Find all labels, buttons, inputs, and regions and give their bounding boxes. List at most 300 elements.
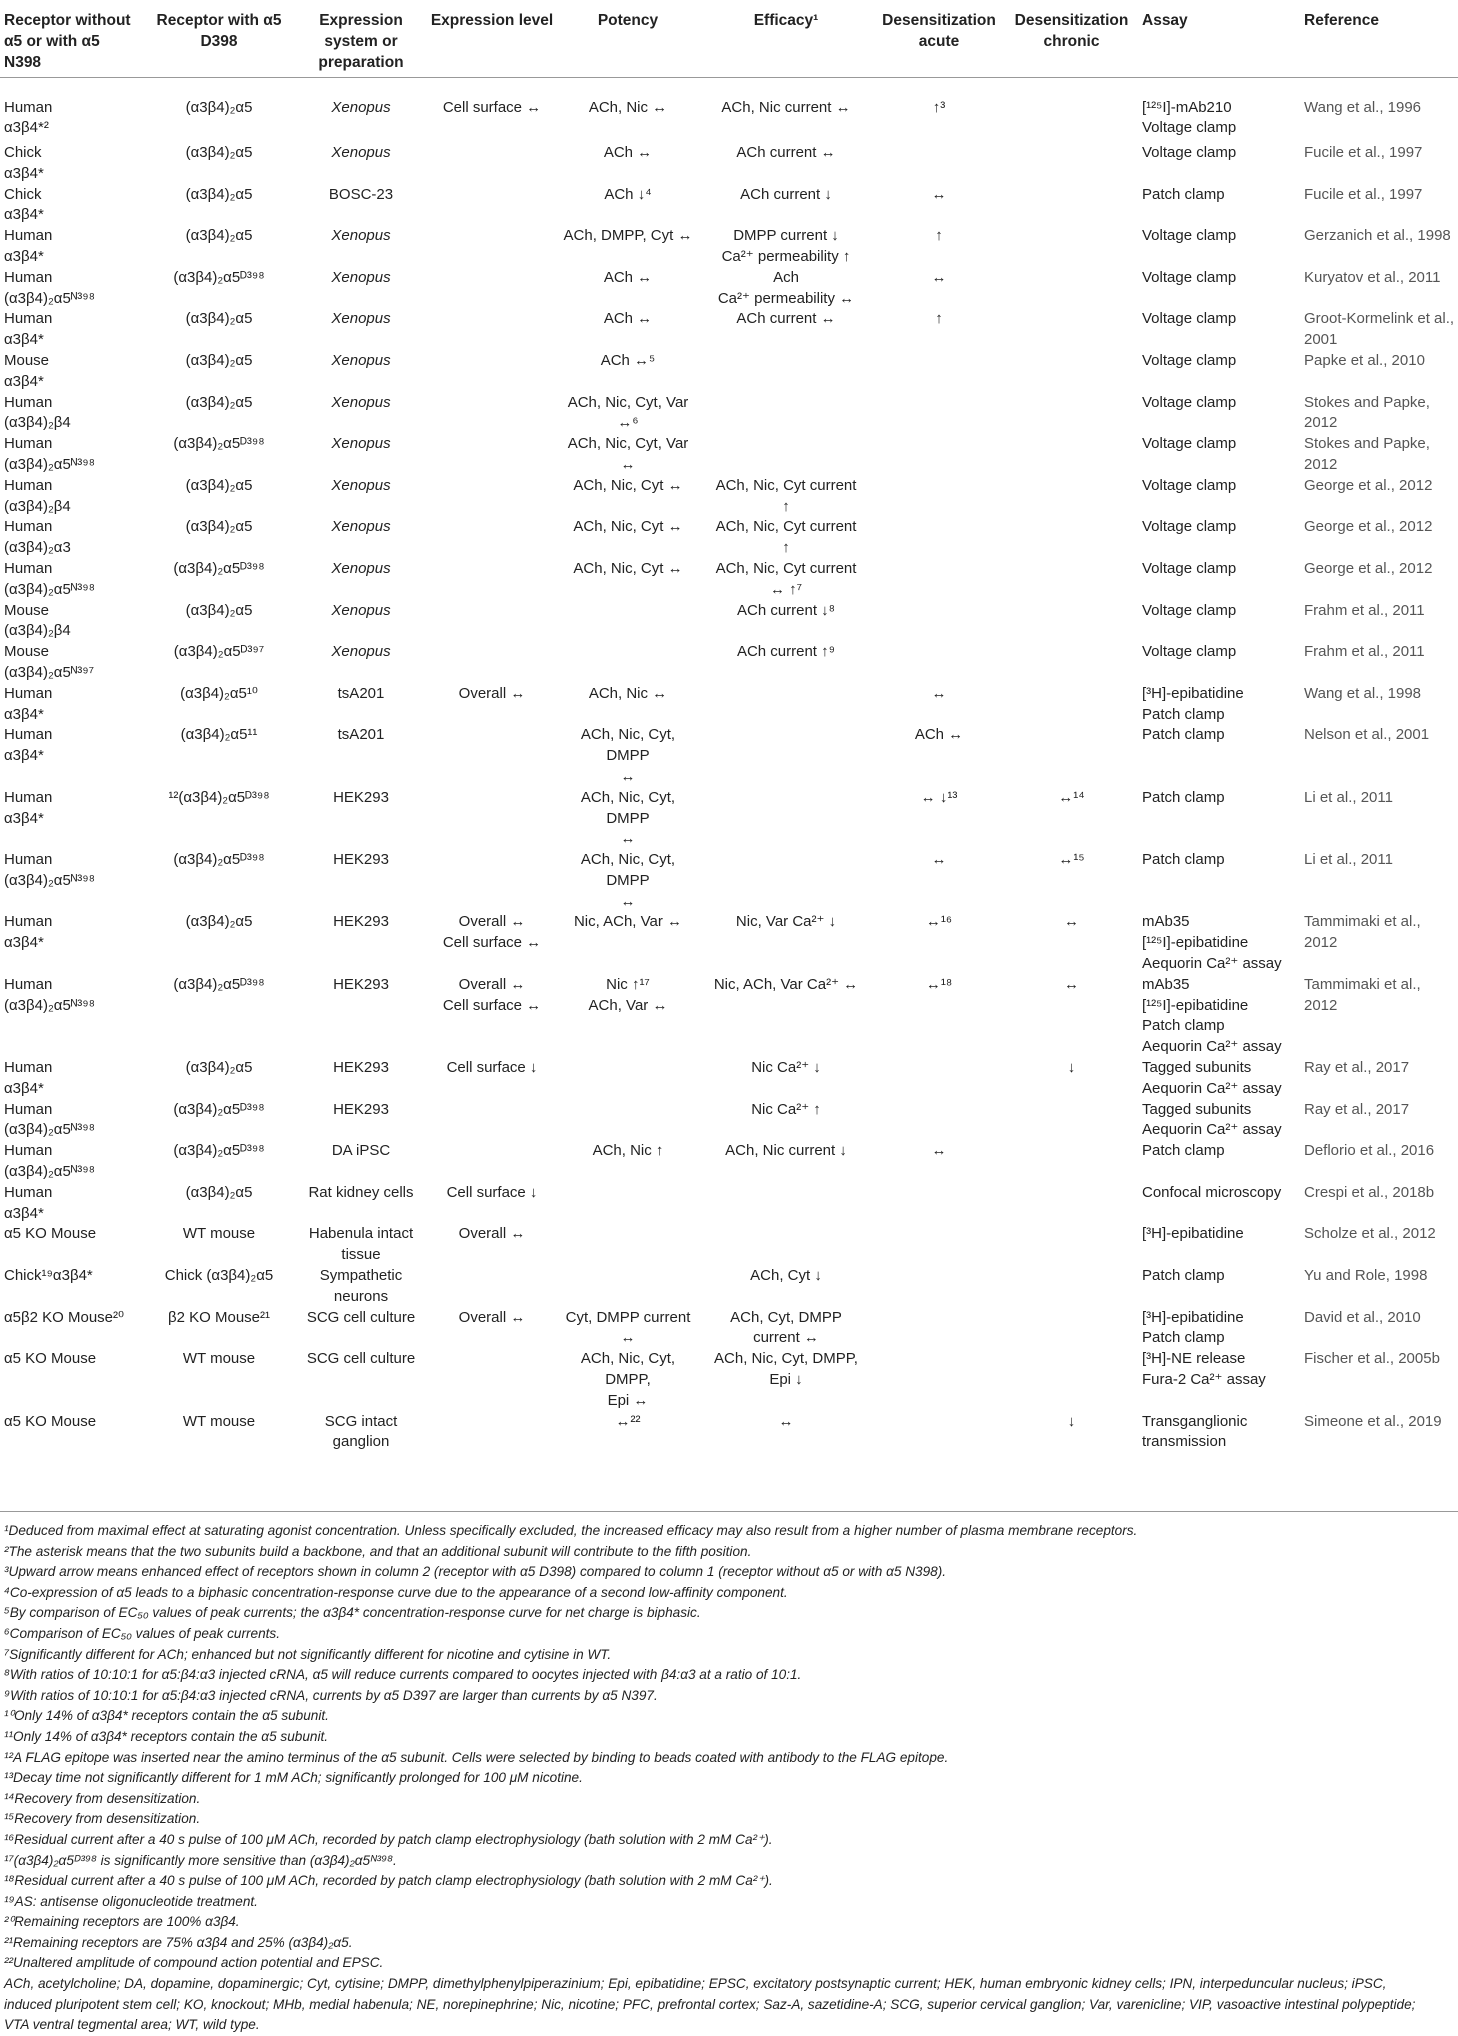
expression-system-cell: BOSC-23 xyxy=(328,185,394,203)
expression-system-cell: Xenopus xyxy=(331,518,391,536)
efficacy-cell: ACh, Cyt, DMPP current ↔ xyxy=(730,1308,842,1347)
table-row xyxy=(0,1183,1458,1225)
potency-cell xyxy=(557,1266,699,1308)
expression-system-cell: Sympathetic neurons xyxy=(319,1267,403,1305)
reference-cell: Tammimaki et al., 2012 xyxy=(1304,975,1421,1014)
desens-acute-cell xyxy=(873,559,1005,601)
expression-system-cell: Xenopus xyxy=(331,268,391,286)
assay-cell: Patch clamp xyxy=(1142,788,1225,806)
desens-acute-cell: ↔ xyxy=(931,851,947,869)
receptor-with-cell: (α3β4)₂α5 xyxy=(185,476,253,494)
assay-cell: Voltage clamp xyxy=(1142,518,1237,536)
expression-system-cell: Xenopus xyxy=(331,227,391,245)
expression-level-cell xyxy=(427,185,557,227)
desens-chronic-cell: ↓ xyxy=(1067,1059,1076,1077)
desens-chronic-cell xyxy=(1005,226,1138,268)
potency-cell: ACh, Nic, Cyt, DMPP ↔ xyxy=(580,726,676,785)
expression-system-cell: HEK293 xyxy=(333,975,389,993)
expression-system-cell: tsA201 xyxy=(337,726,385,744)
expression-level-cell xyxy=(427,1100,557,1142)
footnote: ¹Deduced from maximal effect at saturating agonist concentration. Unless specifically excluded, the increased efficacy may also result from a higher number of plasma membrane receptors. xyxy=(4,1523,1138,1538)
receptor-without-cell: Human α3β4* xyxy=(4,684,53,723)
footnote: ¹⁹AS: antisense oligonucleotide treatment. xyxy=(4,1893,258,1909)
receptor-without-cell: Human α3β4* xyxy=(4,310,53,349)
desens-chronic-cell xyxy=(1005,351,1138,393)
footnote: ⁷Significantly different for ACh; enhanced but not significantly different for nicotine and cytisine in WT. xyxy=(4,1646,612,1662)
expression-level-cell xyxy=(427,725,557,787)
expression-level-cell xyxy=(427,309,557,351)
table-row xyxy=(0,1266,1458,1308)
table-header-row xyxy=(0,0,1458,77)
receptor-without-cell: Mouse (α3β4)₂α5ᴺ³⁹⁷ xyxy=(4,643,95,681)
receptor-without-cell: Human (α3β4)₂α5ᴺ³⁹⁸ xyxy=(4,1142,96,1181)
receptor-without-cell: Human (α3β4)₂α5ᴺ³⁹⁸ xyxy=(4,975,96,1014)
table-row xyxy=(0,351,1458,393)
footnote: ⁸With ratios of 10:10:1 for α5:β4:α3 injected cRNA, α5 will reduce currents compared to oocytes injected with β4:α3 at a ratio of 10:1. xyxy=(4,1667,802,1683)
receptor-with-cell: (α3β4)₂α5 xyxy=(185,144,253,161)
desens-acute-cell xyxy=(873,1058,1005,1100)
expression-level-cell: Cell surface ↓ xyxy=(446,1183,538,1201)
expression-system-cell: Xenopus xyxy=(331,393,391,411)
receptor-without-cell: α5β2 KO Mouse²⁰ xyxy=(4,1308,125,1326)
assay-cell: Voltage clamp xyxy=(1142,476,1237,494)
efficacy-cell: ACh, Nic, Cyt current ↑ xyxy=(715,476,857,515)
receptor-without-cell: Human α3β4* xyxy=(4,1183,53,1222)
expression-level-cell: Overall ↔ Cell surface ↔ xyxy=(442,913,542,952)
potency-cell: Nic ↑¹⁷ ACh, Var ↔ xyxy=(588,975,668,1014)
assay-cell: Patch clamp xyxy=(1142,1142,1225,1160)
expression-system-cell: HEK293 xyxy=(333,1059,389,1077)
expression-system-cell: Xenopus xyxy=(331,643,391,661)
potency-cell: ACh, Nic ↑ xyxy=(592,1142,664,1160)
footnote: ¹⁷(α3β4)₂α5ᴰ³⁹⁸ is significantly more sensitive than (α3β4)₂α5ᴺ³⁹⁸. xyxy=(4,1852,397,1868)
potency-cell: ACh ↔ xyxy=(603,310,653,328)
desens-chronic-cell xyxy=(1005,1100,1138,1142)
table-row xyxy=(0,642,1458,684)
expression-system-cell: DA iPSC xyxy=(331,1142,391,1160)
expression-level-cell: Cell surface ↔ xyxy=(442,98,542,116)
desens-acute-cell: ↔ xyxy=(931,268,947,286)
desens-chronic-cell xyxy=(1005,1266,1138,1308)
footnote: ⁹With ratios of 10:10:1 for α5:β4:α3 injected cRNA, currents by α5 D397 are larger than currents by α5 N397. xyxy=(4,1687,658,1703)
desens-chronic-cell: ↔¹⁵ xyxy=(1058,851,1085,869)
expression-level-cell xyxy=(427,1266,557,1308)
table-row xyxy=(0,268,1458,310)
expression-level-cell xyxy=(427,143,557,185)
expression-system-cell: Xenopus xyxy=(331,601,391,619)
potency-cell: Cyt, DMPP current ↔ xyxy=(565,1308,691,1347)
efficacy-cell: ACh current ↑⁹ xyxy=(736,643,836,661)
receptor-with-cell: (α3β4)₂α5 xyxy=(185,913,253,931)
table-row xyxy=(0,517,1458,559)
receptor-with-cell: (α3β4)₂α5 xyxy=(185,185,253,203)
assay-cell: Voltage clamp xyxy=(1142,144,1237,161)
expression-level-cell xyxy=(427,601,557,643)
potency-cell: ACh, Nic, Cyt, Var ↔⁶ xyxy=(567,393,689,432)
expression-system-cell: Xenopus xyxy=(331,310,391,328)
desens-acute-cell: ↔ xyxy=(931,684,947,702)
table-row xyxy=(0,185,1458,227)
assay-cell: Patch clamp xyxy=(1142,726,1225,744)
table-row xyxy=(0,559,1458,601)
receptor-with-cell: WT mouse xyxy=(182,1225,256,1243)
receptor-with-cell: ¹²(α3β4)₂α5ᴰ³⁹⁸ xyxy=(168,788,270,806)
receptor-with-cell: (α3β4)₂α5 xyxy=(185,518,253,536)
reference-cell: Yu and Role, 1998 xyxy=(1304,1267,1428,1285)
expression-system-cell: Rat kidney cells xyxy=(308,1183,414,1201)
desens-acute-cell xyxy=(873,476,1005,518)
table-row xyxy=(0,476,1458,518)
desens-chronic-cell xyxy=(1005,601,1138,643)
receptor-with-cell: (α3β4)₂α5ᴰ³⁹⁸ xyxy=(173,975,265,993)
reference-cell: David et al., 2010 xyxy=(1304,1308,1421,1326)
expression-system-cell: SCG cell culture xyxy=(306,1350,416,1368)
expression-level-cell xyxy=(427,434,557,476)
efficacy-cell: ACh current ↓ xyxy=(740,185,832,203)
assay-cell: [³H]-epibatidine Patch clamp xyxy=(1142,1308,1244,1347)
potency-cell: ACh, Nic ↔ xyxy=(588,684,668,702)
efficacy-cell xyxy=(699,788,873,850)
reference-cell: George et al., 2012 xyxy=(1304,476,1433,494)
assay-cell: Voltage clamp xyxy=(1142,310,1237,328)
reference-cell: Groot-Kormelink et al., 2001 xyxy=(1304,310,1455,349)
potency-cell: ACh, Nic, Cyt, DMPP, Epi ↔ xyxy=(580,1350,676,1409)
receptor-without-cell: Human (α3β4)₂α5ᴺ³⁹⁸ xyxy=(4,559,96,598)
efficacy-cell: DMPP current ↓ Ca²⁺ permeability ↑ xyxy=(721,227,851,265)
desens-chronic-cell xyxy=(1005,725,1138,787)
assay-cell: Transganglionic transmission xyxy=(1142,1412,1248,1451)
expression-system-cell: Xenopus xyxy=(331,476,391,494)
receptor-without-cell: α5 KO Mouse xyxy=(4,1225,97,1243)
table-row xyxy=(0,143,1458,185)
assay-cell: Tagged subunits Aequorin Ca²⁺ assay xyxy=(1142,1100,1282,1139)
receptor-with-cell: WT mouse xyxy=(182,1412,256,1430)
potency-cell xyxy=(557,1058,699,1100)
receptor-with-cell: (α3β4)₂α5ᴰ³⁹⁸ xyxy=(173,268,265,286)
desens-acute-cell: ↑ xyxy=(935,310,943,328)
receptor-with-cell: (α3β4)₂α5 xyxy=(185,351,253,369)
table-row xyxy=(0,434,1458,476)
efficacy-cell xyxy=(699,1183,873,1225)
desens-acute-cell xyxy=(873,642,1005,684)
receptor-with-cell: (α3β4)₂α5¹⁰ xyxy=(180,684,258,702)
footnote: ACh, acetylcholine; DA, dopamine, dopaminergic; Cyt, cytisine; DMPP, dimethylphenylpiperazinium; Epi, epibatidine; EPSC, excitatory postsynaptic current; HEK, human embryonic kidney cells; IPN, interpeduncular nucleus; iPSC, xyxy=(4,1976,1387,1992)
reference-cell: Kuryatov et al., 2011 xyxy=(1304,268,1441,286)
potency-cell: ACh, Nic, Cyt ↔ xyxy=(573,518,683,536)
receptor-with-cell: (α3β4)₂α5 xyxy=(185,310,253,328)
expression-level-cell xyxy=(427,559,557,601)
desens-acute-cell: ↔¹⁸ xyxy=(925,975,953,993)
desens-chronic-cell: ↔ xyxy=(1064,913,1079,931)
footnote: ¹⁶Residual current after a 40 s pulse of 100 μM ACh, recorded by patch clamp electrophysiology (bath solution with 2 mM Ca²⁺). xyxy=(4,1831,773,1847)
desens-acute-cell: ↔¹⁶ xyxy=(925,913,953,931)
header-receptor-with: Receptor with α5 D398 xyxy=(156,12,282,50)
desens-acute-cell xyxy=(873,601,1005,643)
efficacy-cell xyxy=(699,850,873,912)
header-desensitization-chronic: Desensitization chronic xyxy=(1014,12,1129,50)
efficacy-cell: ACh, Cyt ↓ xyxy=(750,1267,822,1285)
receptor-without-cell: Mouse (α3β4)₂β4 xyxy=(4,601,71,640)
efficacy-cell xyxy=(699,1224,873,1266)
receptor-without-cell: Human (α3β4)₂α5ᴺ³⁹⁸ xyxy=(4,851,96,889)
receptor-with-cell: (α3β4)₂α5ᴰ³⁹⁸ xyxy=(173,1142,265,1160)
expression-system-cell: HEK293 xyxy=(333,913,389,931)
receptor-with-cell: (α3β4)₂α5 xyxy=(185,393,253,411)
reference-cell: Papke et al., 2010 xyxy=(1304,351,1425,369)
potency-cell: ACh, Nic, Cyt, DMPP ↔ xyxy=(580,851,676,910)
table-row xyxy=(0,1058,1458,1100)
assay-cell: Voltage clamp xyxy=(1142,559,1237,577)
table-row xyxy=(0,226,1458,268)
expression-level-cell xyxy=(427,788,557,850)
desens-acute-cell xyxy=(873,1349,1005,1411)
efficacy-cell: Nic, ACh, Var Ca²⁺ ↔ xyxy=(713,975,859,993)
assay-cell: mAb35 [¹²⁵I]-epibatidine Patch clamp Aequorin Ca²⁺ assay xyxy=(1142,975,1282,1056)
receptor-with-cell: (α3β4)₂α5 xyxy=(185,227,253,245)
footnote: ²¹Remaining receptors are 75% α3β4 and 25% (α3β4)₂α5. xyxy=(4,1934,353,1950)
header-assay: Assay xyxy=(1142,12,1188,29)
potency-cell: ACh, Nic, Cyt, Var ↔ xyxy=(567,435,689,473)
table-row xyxy=(0,684,1458,726)
reference-cell: Deflorio et al., 2016 xyxy=(1304,1142,1435,1160)
desens-acute-cell xyxy=(873,1100,1005,1142)
expression-level-cell: Overall ↔ xyxy=(458,1308,526,1326)
reference-cell: Wang et al., 1996 xyxy=(1304,98,1422,116)
assay-cell: Voltage clamp xyxy=(1142,601,1237,619)
reference-cell: Stokes and Papke, 2012 xyxy=(1304,393,1430,432)
reference-cell: Ray et al., 2017 xyxy=(1304,1100,1410,1118)
table-row xyxy=(0,77,1458,143)
receptor-without-cell: Chick¹⁹α3β4* xyxy=(4,1267,93,1285)
expression-level-cell xyxy=(427,351,557,393)
potency-cell: ACh, DMPP, Cyt ↔ xyxy=(563,227,693,245)
expression-system-cell: Habenula intact tissue xyxy=(308,1225,414,1264)
expression-level-cell xyxy=(427,1349,557,1411)
receptor-with-cell: WT mouse xyxy=(182,1350,256,1368)
table-row xyxy=(0,850,1458,912)
potency-cell xyxy=(557,601,699,643)
footnote: ²⁰Remaining receptors are 100% α3β4. xyxy=(4,1914,240,1930)
assay-cell: [³H]-epibatidine xyxy=(1142,1225,1244,1243)
efficacy-cell xyxy=(699,434,873,476)
receptor-with-cell: (α3β4)₂α5 xyxy=(185,1059,253,1077)
assay-cell: [³H]-epibatidine Patch clamp xyxy=(1142,684,1244,723)
reference-cell: Stokes and Papke, 2012 xyxy=(1304,435,1430,473)
receptor-with-cell: Chick (α3β4)₂α5 xyxy=(164,1267,274,1285)
expression-system-cell: Xenopus xyxy=(331,559,391,577)
desens-acute-cell xyxy=(873,143,1005,185)
expression-level-cell: Cell surface ↓ xyxy=(446,1059,538,1077)
potency-cell: ACh ↔ xyxy=(603,268,653,286)
efficacy-cell: ACh, Nic, Cyt current ↔ ↑⁷ xyxy=(715,559,857,598)
efficacy-cell: Ach Ca²⁺ permeability ↔ xyxy=(717,268,855,307)
assay-cell: [³H]-NE release Fura-2 Ca²⁺ assay xyxy=(1142,1350,1266,1389)
assay-cell: Voltage clamp xyxy=(1142,227,1237,245)
table-row xyxy=(0,393,1458,435)
reference-cell: Fischer et al., 2005b xyxy=(1304,1350,1440,1368)
footnote: ³Upward arrow means enhanced effect of receptors shown in column 2 (receptor with α5 D398) compared to column 1 (receptor without α5 or with α5 N398). xyxy=(4,1564,947,1580)
desens-chronic-cell xyxy=(1005,1308,1138,1350)
receptor-with-cell: (α3β4)₂α5ᴰ³⁹⁸ xyxy=(173,851,265,869)
table-row xyxy=(0,1308,1458,1350)
footnote: ¹⁰Only 14% of α3β4* receptors contain the α5 subunit. xyxy=(4,1708,329,1724)
desens-acute-cell xyxy=(873,1183,1005,1225)
potency-cell: ACh ↓⁴ xyxy=(604,185,652,203)
desens-chronic-cell xyxy=(1005,642,1138,684)
reference-cell: Scholze et al., 2012 xyxy=(1304,1225,1436,1243)
potency-cell: ACh, Nic, Cyt ↔ xyxy=(573,476,683,494)
footnote: ¹⁵Recovery from desensitization. xyxy=(4,1811,201,1827)
expression-level-cell xyxy=(427,268,557,310)
receptor-without-cell: Human α3β4* xyxy=(4,788,53,827)
desens-chronic-cell xyxy=(1005,1224,1138,1266)
expression-level-cell xyxy=(427,517,557,559)
potency-cell: ACh, Nic, Cyt, DMPP ↔ xyxy=(580,788,676,848)
expression-level-cell: Overall ↔ xyxy=(458,1225,526,1243)
receptor-with-cell: (α3β4)₂α5ᴰ³⁹⁸ xyxy=(173,559,265,577)
footnote: induced pluripotent stem cell; KO, knockout; MHb, medial habenula; NE, norepinephrine; Nic, nicotine; PFC, prefrontal cortex; Saz-A, sazetidine-A; SCG, superior cervical ganglion; Var, varenicline; VIP, vasoactive intestinal polypeptide; xyxy=(4,1996,1416,2012)
table-row xyxy=(0,309,1458,351)
reference-cell: Li et al., 2011 xyxy=(1304,788,1393,806)
expression-system-cell: Xenopus xyxy=(331,351,391,369)
desens-chronic-cell xyxy=(1005,77,1138,143)
footnote: ¹¹Only 14% of α3β4* receptors contain the α5 subunit. xyxy=(4,1728,329,1744)
receptor-without-cell: Chick α3β4* xyxy=(4,185,44,224)
efficacy-cell xyxy=(699,393,873,435)
assay-cell: mAb35 [¹²⁵I]-epibatidine Aequorin Ca²⁺ assay xyxy=(1142,913,1282,973)
potency-cell xyxy=(557,1224,699,1266)
potency-cell: ACh, Nic ↔ xyxy=(588,98,668,116)
receptor-without-cell: α5 KO Mouse xyxy=(4,1412,97,1430)
receptor-without-cell: Chick α3β4* xyxy=(4,144,44,182)
potency-cell: ACh, Nic, Cyt ↔ xyxy=(573,559,683,577)
efficacy-cell: ACh current ↓⁸ xyxy=(736,601,836,619)
desens-chronic-cell xyxy=(1005,1349,1138,1411)
expression-system-cell: HEK293 xyxy=(333,788,389,806)
reference-cell: George et al., 2012 xyxy=(1304,518,1433,536)
expression-system-cell: Xenopus xyxy=(331,98,391,116)
receptor-without-cell: Human α3β4* xyxy=(4,726,53,765)
reference-cell: Wang et al., 1998 xyxy=(1304,684,1422,702)
reference-cell: Fucile et al., 1997 xyxy=(1304,144,1423,161)
table-row xyxy=(0,1141,1458,1183)
desens-acute-cell xyxy=(873,351,1005,393)
header-potency: Potency xyxy=(597,12,659,29)
expression-level-cell xyxy=(427,1412,557,1454)
receptor-without-cell: Human α3β4* xyxy=(4,913,53,952)
efficacy-cell: ACh current ↔ xyxy=(736,144,836,161)
efficacy-cell: Nic, Var Ca²⁺ ↓ xyxy=(735,913,837,931)
expression-level-cell xyxy=(427,850,557,912)
desens-acute-cell: ↔ xyxy=(931,185,947,203)
footnote: ¹³Decay time not significantly different for 1 mM ACh; significantly prolonged for 100 μM nicotine. xyxy=(4,1770,583,1786)
desens-acute-cell: ACh ↔ xyxy=(914,726,964,744)
expression-level-cell: Overall ↔ Cell surface ↔ xyxy=(442,975,542,1014)
table-row xyxy=(0,975,1458,1058)
receptor-with-cell: β2 KO Mouse²¹ xyxy=(168,1308,270,1326)
potency-cell xyxy=(557,642,699,684)
efficacy-cell: ↔ xyxy=(778,1412,794,1430)
expression-system-cell: Xenopus xyxy=(331,435,391,453)
receptor-without-cell: Mouse α3β4* xyxy=(4,351,50,390)
expression-level-cell xyxy=(427,393,557,435)
potency-cell: ACh ↔ xyxy=(603,144,653,161)
desens-chronic-cell xyxy=(1005,185,1138,227)
desens-chronic-cell xyxy=(1005,393,1138,435)
receptor-without-cell: Human (α3β4)₂α5ᴺ³⁹⁸ xyxy=(4,435,96,473)
efficacy-cell: ACh, Nic current ↓ xyxy=(725,1142,847,1160)
efficacy-cell xyxy=(699,684,873,726)
table-row xyxy=(0,601,1458,643)
desens-acute-cell: ↑ xyxy=(935,227,943,245)
receptor-without-cell: Human α3β4* xyxy=(4,1059,53,1097)
expression-system-cell: HEK293 xyxy=(333,1100,389,1118)
footnote: ¹⁸Residual current after a 40 s pulse of 100 μM ACh, recorded by patch clamp electrophysiology (bath solution with 2 mM Ca²⁺). xyxy=(4,1873,773,1889)
receptor-with-cell: (α3β4)₂α5ᴰ³⁹⁸ xyxy=(173,435,265,453)
reference-cell: Tammimaki et al., 2012 xyxy=(1304,913,1421,952)
footnote: ⁴Co-expression of α5 leads to a biphasic concentration-response curve due to the appearance of a second low-affinity component. xyxy=(4,1584,788,1600)
table-row xyxy=(0,788,1458,850)
footnote: ¹⁴Recovery from desensitization. xyxy=(4,1790,201,1806)
footnote: ²²Unaltered amplitude of compound action potential and EPSC. xyxy=(4,1955,384,1971)
desens-chronic-cell xyxy=(1005,1183,1138,1225)
desens-chronic-cell: ↔¹⁴ xyxy=(1058,788,1085,806)
expression-level-cell xyxy=(427,476,557,518)
assay-cell: Voltage clamp xyxy=(1142,643,1237,661)
efficacy-cell: ACh, Nic, Cyt, DMPP, Epi ↓ xyxy=(714,1350,858,1389)
receptor-without-cell: Human α3β4* xyxy=(4,227,53,265)
desens-acute-cell xyxy=(873,1412,1005,1454)
expression-system-cell: SCG intact ganglion xyxy=(324,1412,398,1451)
receptor-without-cell: Human α3β4*² xyxy=(4,98,53,137)
desens-chronic-cell xyxy=(1005,1141,1138,1183)
potency-cell xyxy=(557,1100,699,1142)
table-body xyxy=(0,77,1458,1453)
desens-acute-cell xyxy=(873,393,1005,435)
assay-cell: Confocal microscopy xyxy=(1142,1183,1282,1201)
expression-level-cell xyxy=(427,642,557,684)
potency-cell: ACh ↔⁵ xyxy=(600,351,656,369)
desens-acute-cell xyxy=(873,1308,1005,1350)
assay-cell: Tagged subunits Aequorin Ca²⁺ assay xyxy=(1142,1059,1282,1097)
receptor-with-cell: (α3β4)₂α5 xyxy=(185,1183,253,1201)
receptor-with-cell: (α3β4)₂α5ᴰ³⁹⁸ xyxy=(173,1100,265,1118)
desens-acute-cell xyxy=(873,1266,1005,1308)
efficacy-cell: ACh, Nic current ↔ xyxy=(721,98,851,116)
desens-chronic-cell xyxy=(1005,309,1138,351)
receptor-without-cell: Human (α3β4)₂α5ᴺ³⁹⁸ xyxy=(4,1100,96,1139)
table-row xyxy=(0,1349,1458,1411)
potency-cell: ↔²² xyxy=(615,1412,641,1430)
header-efficacy: Efficacy¹ xyxy=(753,12,819,29)
desens-acute-cell: ↔ ↓¹³ xyxy=(920,788,958,806)
header-expression-system: Expression system or preparation xyxy=(318,12,404,71)
reference-cell: Nelson et al., 2001 xyxy=(1304,726,1430,744)
receptor-without-cell: α5 KO Mouse xyxy=(4,1350,97,1368)
reference-cell: Frahm et al., 2011 xyxy=(1304,601,1425,619)
receptor-without-cell: Human (α3β4)₂α3 xyxy=(4,518,71,557)
receptor-with-cell: (α3β4)₂α5ᴰ³⁹⁷ xyxy=(173,643,265,661)
footnote: ⁵By comparison of EC₅₀ values of peak currents; the α3β4* concentration-response curve for net charge is biphasic. xyxy=(4,1605,701,1621)
footnote: ¹²A FLAG epitope was inserted near the amino terminus of the α5 subunit. Cells were selected by binding to beads coated with antibody to the FLAG epitope. xyxy=(4,1749,949,1765)
expression-system-cell: SCG cell culture xyxy=(306,1308,416,1326)
assay-cell: Voltage clamp xyxy=(1142,435,1237,453)
expression-level-cell xyxy=(427,226,557,268)
receptor-with-cell: (α3β4)₂α5 xyxy=(185,98,253,116)
desens-chronic-cell xyxy=(1005,434,1138,476)
potency-cell: Nic, ACh, Var ↔ xyxy=(573,913,683,931)
receptor-with-cell: (α3β4)₂α5¹¹ xyxy=(180,726,258,744)
